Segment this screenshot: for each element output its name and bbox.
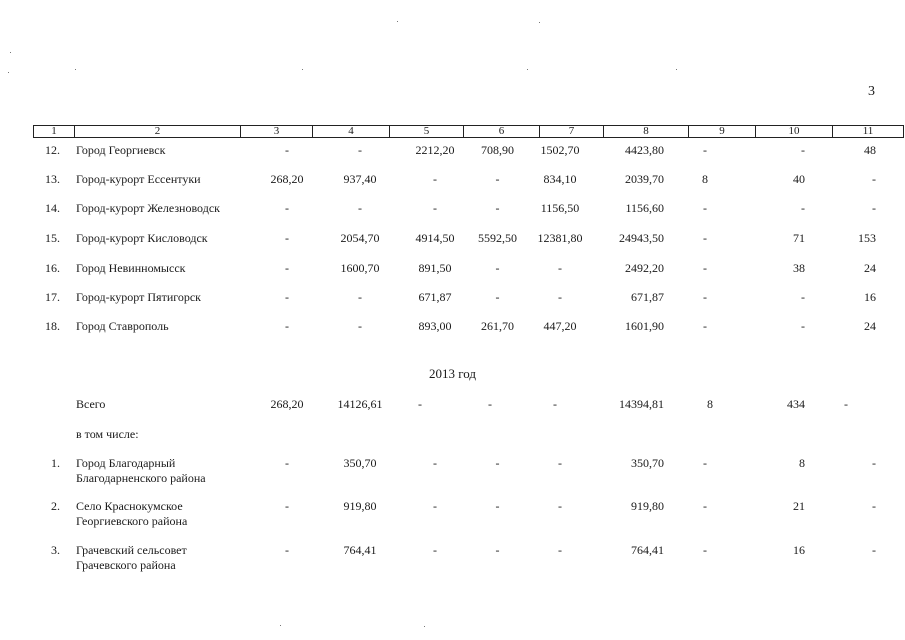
cell-col-11: - xyxy=(872,456,876,470)
page-number: 3 xyxy=(868,84,875,99)
cell-col-4: 764,41 xyxy=(343,543,377,557)
cell-col-4: 937,40 xyxy=(343,172,377,186)
cell-col-10: 21 xyxy=(793,499,805,513)
row-number: 3. xyxy=(51,543,60,557)
cell-col-3: - xyxy=(285,231,289,245)
including-row xyxy=(0,427,905,441)
cell-col-9: - xyxy=(703,499,707,513)
header-col-10: 10 xyxy=(756,126,833,138)
row-number: 15. xyxy=(45,231,60,245)
header-col-2: 2 xyxy=(75,126,241,138)
municipality-name: Город Георгиевск xyxy=(76,143,166,157)
cell-col-10: - xyxy=(801,143,805,157)
cell-col-11: 24 xyxy=(864,261,876,275)
cell-col-8: 919,80 xyxy=(631,499,664,513)
cell-col-11: 48 xyxy=(864,143,876,157)
table-row xyxy=(0,290,905,304)
cell-col-8: 14394,81 xyxy=(619,397,664,411)
cell-col-10: 40 xyxy=(793,172,805,186)
cell-col-9: - xyxy=(703,201,707,215)
cell-col-7: 447,20 xyxy=(543,319,577,333)
row-number: 18. xyxy=(45,319,60,333)
row-number: 14. xyxy=(45,201,60,215)
municipality-name-line-2: Грачевского района xyxy=(76,558,176,572)
table-row xyxy=(0,231,905,245)
cell-col-11: - xyxy=(872,172,876,186)
cell-col-4: 14126,61 xyxy=(337,397,383,411)
header-col-11: 11 xyxy=(833,126,904,138)
row-number: 2. xyxy=(51,499,60,513)
header-col-5: 5 xyxy=(390,126,464,138)
cell-col-6: - xyxy=(495,290,500,304)
cell-col-8: 24943,50 xyxy=(619,231,664,245)
header-col-4: 4 xyxy=(313,126,390,138)
municipality-name: Город-курорт Пятигорск xyxy=(76,290,202,304)
cell-col-7: - xyxy=(558,543,562,557)
cell-col-5: 4914,50 xyxy=(415,231,455,245)
cell-col-10: 38 xyxy=(793,261,805,275)
cell-col-6: - xyxy=(495,172,500,186)
cell-col-11: - xyxy=(844,397,848,411)
municipality-name: Город Невинномысск xyxy=(76,261,186,275)
including-label: в том числе: xyxy=(76,427,139,441)
cell-col-3: - xyxy=(285,499,289,513)
header-col-9: 9 xyxy=(689,126,756,138)
total-row xyxy=(0,397,905,411)
table-row xyxy=(0,261,905,275)
cell-col-9: - xyxy=(703,319,707,333)
cell-col-6: 708,90 xyxy=(481,143,514,157)
header-col-6: 6 xyxy=(464,126,540,138)
cell-col-7: - xyxy=(558,290,562,304)
cell-col-6: - xyxy=(495,499,500,513)
cell-col-4: - xyxy=(358,201,362,215)
cell-col-3: - xyxy=(285,543,289,557)
cell-col-5: 671,87 xyxy=(418,290,452,304)
table-row xyxy=(0,319,905,333)
cell-col-4: 919,80 xyxy=(343,499,377,513)
cell-col-4: 1600,70 xyxy=(340,261,380,275)
cell-col-8: 4423,80 xyxy=(625,143,664,157)
cell-col-3: - xyxy=(285,319,289,333)
row-number: 17. xyxy=(45,290,60,304)
cell-col-11: 16 xyxy=(864,290,876,304)
cell-col-7: 834,10 xyxy=(543,172,577,186)
cell-col-10: 71 xyxy=(793,231,805,245)
cell-col-7: - xyxy=(558,499,562,513)
cell-col-9: 8 xyxy=(702,172,708,186)
cell-col-6: - xyxy=(495,456,500,470)
municipality-name-line-2: Благодарненского района xyxy=(76,471,206,485)
cell-col-4: 2054,70 xyxy=(340,231,380,245)
cell-col-10: - xyxy=(801,290,805,304)
cell-col-4: - xyxy=(358,143,362,157)
cell-col-11: - xyxy=(872,201,876,215)
cell-col-4: 350,70 xyxy=(343,456,377,470)
cell-col-6: 5592,50 xyxy=(478,231,517,245)
municipality-name-line-1: Село Краснокумское xyxy=(76,499,183,513)
year-heading: 2013 год xyxy=(429,366,476,381)
cell-col-5: - xyxy=(433,201,437,215)
table-row xyxy=(0,499,905,529)
cell-col-6: - xyxy=(495,543,500,557)
cell-col-11: 24 xyxy=(864,319,876,333)
cell-col-8: 1601,90 xyxy=(625,319,664,333)
cell-col-9: - xyxy=(703,231,707,245)
cell-col-5: - xyxy=(418,397,422,411)
cell-col-8: 2039,70 xyxy=(625,172,664,186)
row-number: 16. xyxy=(45,261,60,275)
cell-col-4: - xyxy=(358,290,362,304)
cell-col-3: 268,20 xyxy=(270,172,304,186)
cell-col-3: - xyxy=(285,456,289,470)
cell-col-7: - xyxy=(558,261,562,275)
table-row xyxy=(0,543,905,573)
cell-col-5: - xyxy=(433,172,437,186)
cell-col-8: 1156,60 xyxy=(625,201,664,215)
cell-col-7: 12381,80 xyxy=(537,231,583,245)
cell-col-10: - xyxy=(801,319,805,333)
header-col-8: 8 xyxy=(604,126,689,138)
cell-col-3: - xyxy=(285,290,289,304)
municipality-name-line-2: Георгиевского района xyxy=(76,514,188,528)
cell-col-3: - xyxy=(285,201,289,215)
municipality-name-line-1: Город Благодарный xyxy=(76,456,176,470)
table-row xyxy=(0,143,905,157)
municipality-name: Город Ставрополь xyxy=(76,319,169,333)
cell-col-4: - xyxy=(358,319,362,333)
row-number: 13. xyxy=(45,172,60,186)
cell-col-6: - xyxy=(488,397,492,411)
cell-col-6: - xyxy=(495,261,500,275)
cell-col-5: - xyxy=(433,543,437,557)
cell-col-9: - xyxy=(703,290,707,304)
cell-col-6: 261,70 xyxy=(481,319,514,333)
cell-col-7: - xyxy=(558,456,562,470)
table-row xyxy=(0,172,905,186)
municipality-name: Город-курорт Железноводск xyxy=(76,201,220,215)
table-row xyxy=(0,456,905,486)
cell-col-7: - xyxy=(553,397,557,411)
cell-col-9: - xyxy=(703,543,707,557)
table-row xyxy=(0,201,905,215)
cell-col-3: 268,20 xyxy=(270,397,304,411)
header-col-1: 1 xyxy=(34,126,75,138)
cell-col-7: 1502,70 xyxy=(540,143,580,157)
header-col-3: 3 xyxy=(241,126,313,138)
cell-col-11: - xyxy=(872,499,876,513)
row-number: 1. xyxy=(51,456,60,470)
column-number-header xyxy=(33,125,904,138)
municipality-name: Город-курорт Кисловодск xyxy=(76,231,208,245)
cell-col-10: 8 xyxy=(799,456,805,470)
cell-col-5: 891,50 xyxy=(418,261,452,275)
cell-col-8: 671,87 xyxy=(631,290,664,304)
cell-col-5: 2212,20 xyxy=(415,143,455,157)
cell-col-6: - xyxy=(495,201,500,215)
row-number: 12. xyxy=(45,143,60,157)
cell-col-5: 893,00 xyxy=(418,319,452,333)
municipality-name: Город-курорт Ессентуки xyxy=(76,172,201,186)
total-label: Всего xyxy=(76,397,106,411)
cell-col-9: - xyxy=(703,261,707,275)
cell-col-8: 350,70 xyxy=(631,456,664,470)
municipality-name-line-1: Грачевский сельсовет xyxy=(76,543,187,557)
cell-col-10: 434 xyxy=(787,397,805,411)
cell-col-7: 1156,50 xyxy=(540,201,580,215)
cell-col-10: - xyxy=(801,201,805,215)
cell-col-9: 8 xyxy=(707,397,713,411)
cell-col-11: - xyxy=(872,543,876,557)
cell-col-3: - xyxy=(285,143,289,157)
cell-col-8: 764,41 xyxy=(631,543,664,557)
cell-col-9: - xyxy=(703,456,707,470)
cell-col-8: 2492,20 xyxy=(625,261,664,275)
cell-col-10: 16 xyxy=(793,543,805,557)
cell-col-9: - xyxy=(703,143,707,157)
cell-col-11: 153 xyxy=(858,231,876,245)
header-col-7: 7 xyxy=(540,126,604,138)
cell-col-5: - xyxy=(433,456,437,470)
cell-col-3: - xyxy=(285,261,289,275)
cell-col-5: - xyxy=(433,499,437,513)
